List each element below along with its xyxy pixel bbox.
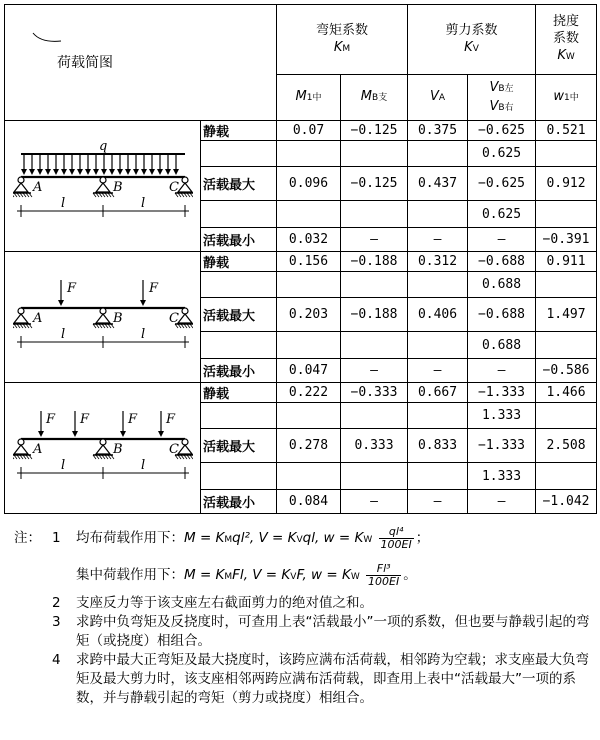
load-type-cell: 静载 [201, 383, 277, 403]
point-load-arrow [158, 411, 164, 437]
distributed-load-arrow [29, 155, 35, 175]
m1-cell [277, 201, 341, 228]
header-col-vb-right-sub: B右 [498, 102, 514, 113]
header-col-vb-left-symbol: V [489, 79, 499, 95]
load-type-cell [201, 332, 277, 359]
m1-cell: 0.07 [277, 121, 341, 141]
load-type-cell [201, 272, 277, 298]
m1-cell [277, 272, 341, 298]
load-diagram-cell [5, 121, 201, 252]
note-3-number: 3 [52, 614, 61, 630]
distributed-load-arrow [21, 155, 27, 175]
w1-cell: −0.586 [536, 359, 597, 383]
vb-cell: −1.333 [468, 429, 536, 463]
m1-cell: 0.222 [277, 383, 341, 403]
load-label-f: F [127, 412, 137, 427]
load-label-q: q [98, 139, 107, 154]
note-1-fraction [379, 526, 414, 551]
header-col-w1-sub: 1中 [563, 93, 579, 103]
header-deflection-title1: 挠度 [553, 14, 580, 29]
distributed-load-arrow [165, 155, 171, 175]
note-3 [14, 613, 594, 651]
header-diagram-label: 荷载简图 [57, 55, 113, 71]
note-1b-text: 集中荷载作用下： [76, 567, 184, 583]
load-type-cell [201, 201, 277, 228]
va-cell: — [408, 490, 468, 514]
distributed-load-arrow [77, 155, 83, 175]
header-col-m1-sub: 1中 [306, 93, 322, 103]
header-shear-k: K [464, 39, 473, 55]
note-1b-formula-w: F, w = K [296, 567, 351, 583]
load-type-cell: 静载 [201, 252, 277, 272]
mb-cell: — [341, 228, 408, 252]
distributed-load-arrow [53, 155, 59, 175]
load-type-cell: 活载最小 [201, 228, 277, 252]
note-1b-formula-m: M = K [184, 567, 225, 583]
distributed-load-arrow [37, 155, 43, 175]
note-1-sub-w: W [363, 535, 373, 545]
m1-cell: 0.278 [277, 429, 341, 463]
support-label-b: B [112, 311, 123, 326]
load-type-cell: 活载最小 [201, 490, 277, 514]
distributed-load-arrow [109, 155, 115, 175]
va-cell [408, 141, 468, 167]
distributed-load-arrow [117, 155, 123, 175]
distributed-load-arrow [69, 155, 75, 175]
note-1b-sub-m: M [224, 572, 233, 582]
distributed-load-arrow [173, 155, 179, 175]
vb-cell: — [468, 228, 536, 252]
header-col-va [408, 75, 468, 121]
vb-cell: 1.333 [468, 403, 536, 429]
note-1-fraction-bottom: 100EI [380, 537, 412, 551]
m1-cell: 0.096 [277, 167, 341, 201]
note-1-end: ； [415, 530, 430, 546]
support-a-icon [13, 439, 32, 459]
header-moment-k: K [333, 39, 343, 55]
va-cell [408, 272, 468, 298]
va-cell: 0.437 [408, 167, 468, 201]
vb-cell: −0.688 [468, 252, 536, 272]
note-4 [14, 651, 594, 708]
va-cell: — [408, 359, 468, 383]
support-label-b: B [112, 180, 123, 195]
mb-cell: −0.125 [341, 167, 408, 201]
load-label-f: F [148, 281, 158, 296]
mb-cell [341, 272, 408, 298]
header-col-mb [341, 75, 408, 121]
note-2 [14, 594, 594, 613]
vb-cell: −0.688 [468, 298, 536, 332]
header-deflection-symbol [536, 47, 596, 66]
va-cell [408, 403, 468, 429]
distributed-load-arrow [125, 155, 131, 175]
w1-cell: 0.521 [536, 121, 597, 141]
m1-cell [277, 141, 341, 167]
load-label-f: F [79, 412, 89, 427]
m1-cell: 0.047 [277, 359, 341, 383]
vb-cell: 0.625 [468, 201, 536, 228]
mb-cell: −0.333 [341, 383, 408, 403]
span-length-label-2: l [140, 327, 145, 342]
w1-cell [536, 201, 597, 228]
vb-cell: 0.688 [468, 332, 536, 359]
coefficient-table [4, 4, 597, 514]
mb-cell: — [341, 490, 408, 514]
span-length-label-1: l [60, 327, 65, 342]
mb-cell [341, 403, 408, 429]
note-1-formula-w: ql, w = K [302, 530, 364, 546]
note-1b-fraction-bottom: 100EI [368, 574, 400, 588]
point-load-arrow [58, 280, 64, 306]
header-moment-k-sub: M [342, 43, 351, 54]
note-1-text: 均布荷载作用下： [76, 530, 184, 546]
header-col-mb-sub: B支 [372, 93, 388, 103]
load-label-f: F [165, 412, 175, 427]
note-1-sub-m: M [224, 535, 233, 545]
vb-cell: −1.333 [468, 383, 536, 403]
vb-cell: 0.688 [468, 272, 536, 298]
header-shear-symbol [408, 39, 535, 58]
header-hook-line [31, 25, 91, 55]
header-col-vb [468, 75, 536, 121]
load-type-cell: 活载最大 [201, 429, 277, 463]
distributed-load-arrow [157, 155, 163, 175]
point-load-arrow [140, 280, 146, 306]
support-label-b: B [112, 442, 123, 457]
note-1b-formula-v: Fl, V = K [232, 567, 291, 583]
mb-cell [341, 463, 408, 490]
note-3-text: 求跨中负弯矩及反挠度时，可查用上表“活载最小”一项的系数，但也要与静载引起的弯矩（或挠度）相组合。 [76, 614, 590, 649]
header-deflection-k: K [557, 48, 566, 63]
support-label-a: A [32, 311, 42, 326]
notes-section [14, 520, 594, 708]
va-cell: 0.375 [408, 121, 468, 141]
point-load-arrow [120, 411, 126, 437]
w1-cell: 2.508 [536, 429, 597, 463]
load-type-cell: 静载 [201, 121, 277, 141]
m1-cell: 0.084 [277, 490, 341, 514]
distributed-load-arrow [141, 155, 147, 175]
mb-cell: 0.333 [341, 429, 408, 463]
table-row [5, 383, 597, 403]
point-load-arrow [72, 411, 78, 437]
note-1-fraction-top: ql⁴ [379, 526, 414, 539]
note-1b-sub-w: W [350, 572, 360, 582]
va-cell: 0.833 [408, 429, 468, 463]
mb-cell [341, 332, 408, 359]
note-1-number: 1 [52, 530, 61, 546]
load-label-f: F [66, 281, 76, 296]
span-length-label-1: l [60, 458, 65, 473]
support-b-icon [93, 177, 114, 197]
vb-cell: — [468, 490, 536, 514]
header-col-vb-left [468, 79, 535, 98]
load-type-cell: 活载最大 [201, 298, 277, 332]
mb-cell [341, 201, 408, 228]
note-1b [14, 556, 594, 594]
note-2-text: 支座反力等于该支座左右截面剪力的绝对值之和。 [76, 595, 373, 611]
header-col-m1-symbol: M [295, 89, 307, 104]
header-col-w1-symbol: w [553, 89, 564, 104]
vb-cell: −0.625 [468, 167, 536, 201]
support-label-c: C [168, 442, 179, 457]
load-diagram [13, 139, 193, 229]
header-col-m1 [277, 75, 341, 121]
w1-cell: −0.391 [536, 228, 597, 252]
support-b-icon [93, 308, 114, 328]
header-shear-k-sub: V [472, 43, 479, 54]
va-cell: — [408, 228, 468, 252]
m1-cell [277, 463, 341, 490]
w1-cell: 0.911 [536, 252, 597, 272]
note-4-text: 求跨中最大正弯矩及最大挠度时，该跨应满布活荷载，相邻跨为空载；求支座最大负弯矩及最大剪力时，该支座相邻两跨应满布活荷载，即查用上表中“活载最大”一项的系数，并与静载引起的弯矩（剪力或挠度）相组合。 [76, 652, 589, 706]
load-type-cell: 活载最小 [201, 359, 277, 383]
header-col-w1 [536, 75, 597, 121]
w1-cell [536, 272, 597, 298]
w1-cell: 0.912 [536, 167, 597, 201]
header-moment [277, 5, 408, 75]
header-moment-symbol [277, 39, 407, 58]
m1-cell: 0.203 [277, 298, 341, 332]
w1-cell [536, 463, 597, 490]
m1-cell: 0.156 [277, 252, 341, 272]
header-diagram-cell [5, 5, 277, 121]
load-type-cell [201, 141, 277, 167]
vb-cell: −0.625 [468, 121, 536, 141]
note-1 [14, 520, 594, 556]
table-row [5, 121, 597, 141]
w1-cell: −1.042 [536, 490, 597, 514]
support-label-a: A [32, 442, 42, 457]
w1-cell: 1.497 [536, 298, 597, 332]
note-2-number: 2 [52, 595, 61, 611]
distributed-load-arrow [45, 155, 51, 175]
note-1b-sub-v: V [290, 572, 297, 582]
header-deflection-k-sub: W [565, 52, 575, 62]
support-label-c: C [168, 311, 179, 326]
va-cell: 0.667 [408, 383, 468, 403]
header-col-vb-left-sub: B左 [498, 83, 514, 94]
span-length-label-2: l [140, 196, 145, 211]
support-a-icon [13, 177, 32, 197]
load-diagram-cell [5, 252, 201, 383]
header-deflection-title2: 系数 [553, 31, 580, 46]
header-col-va-symbol: V [429, 89, 439, 104]
distributed-load-arrow [149, 155, 155, 175]
load-type-cell: 活载最大 [201, 167, 277, 201]
vb-cell: 1.333 [468, 463, 536, 490]
span-length-label-1: l [60, 196, 65, 211]
m1-cell: 0.032 [277, 228, 341, 252]
note-4-number: 4 [52, 652, 61, 668]
vb-cell: — [468, 359, 536, 383]
table-row [5, 252, 597, 272]
support-label-a: A [32, 180, 42, 195]
note-1-sub-v: V [296, 535, 303, 545]
note-1-formula-m: M = K [184, 530, 225, 546]
load-type-cell [201, 463, 277, 490]
va-cell: 0.312 [408, 252, 468, 272]
mb-cell: −0.125 [341, 121, 408, 141]
distributed-load-arrow [85, 155, 91, 175]
mb-cell: — [341, 359, 408, 383]
load-diagram-cell [5, 383, 201, 514]
header-col-mb-symbol: M [360, 89, 373, 104]
load-label-f: F [45, 412, 55, 427]
mb-cell: −0.188 [341, 298, 408, 332]
note-1-formula-v: ql², V = K [232, 530, 297, 546]
m1-cell [277, 403, 341, 429]
va-cell: 0.406 [408, 298, 468, 332]
notes-label: 注： [14, 530, 41, 546]
mb-cell [341, 141, 408, 167]
distributed-load-arrow [133, 155, 139, 175]
w1-cell [536, 332, 597, 359]
va-cell [408, 332, 468, 359]
mb-cell: −0.188 [341, 252, 408, 272]
w1-cell [536, 403, 597, 429]
load-diagram [13, 401, 193, 491]
header-shear-title: 剪力系数 [445, 22, 498, 38]
w1-cell: 1.466 [536, 383, 597, 403]
header-col-vb-right [468, 98, 535, 117]
w1-cell [536, 141, 597, 167]
header-moment-title: 弯矩系数 [316, 22, 369, 38]
support-label-c: C [168, 180, 179, 195]
load-type-cell [201, 403, 277, 429]
m1-cell [277, 332, 341, 359]
header-col-vb-right-symbol: V [489, 98, 499, 114]
load-diagram [13, 270, 193, 360]
distributed-load-arrow [93, 155, 99, 175]
support-b-icon [93, 439, 114, 459]
vb-cell: 0.625 [468, 141, 536, 167]
header-deflection [536, 5, 597, 75]
distributed-load-arrow [101, 155, 107, 175]
header-col-va-sub: A [438, 93, 446, 103]
va-cell [408, 463, 468, 490]
header-shear [408, 5, 536, 75]
note-1b-fraction [366, 563, 401, 588]
span-length-label-2: l [140, 458, 145, 473]
table-body [5, 121, 597, 514]
va-cell [408, 201, 468, 228]
note-1b-end: 。 [403, 567, 417, 583]
point-load-arrow [38, 411, 44, 437]
note-1b-fraction-top: Fl³ [366, 563, 401, 576]
support-a-icon [13, 308, 32, 328]
distributed-load-arrow [61, 155, 67, 175]
